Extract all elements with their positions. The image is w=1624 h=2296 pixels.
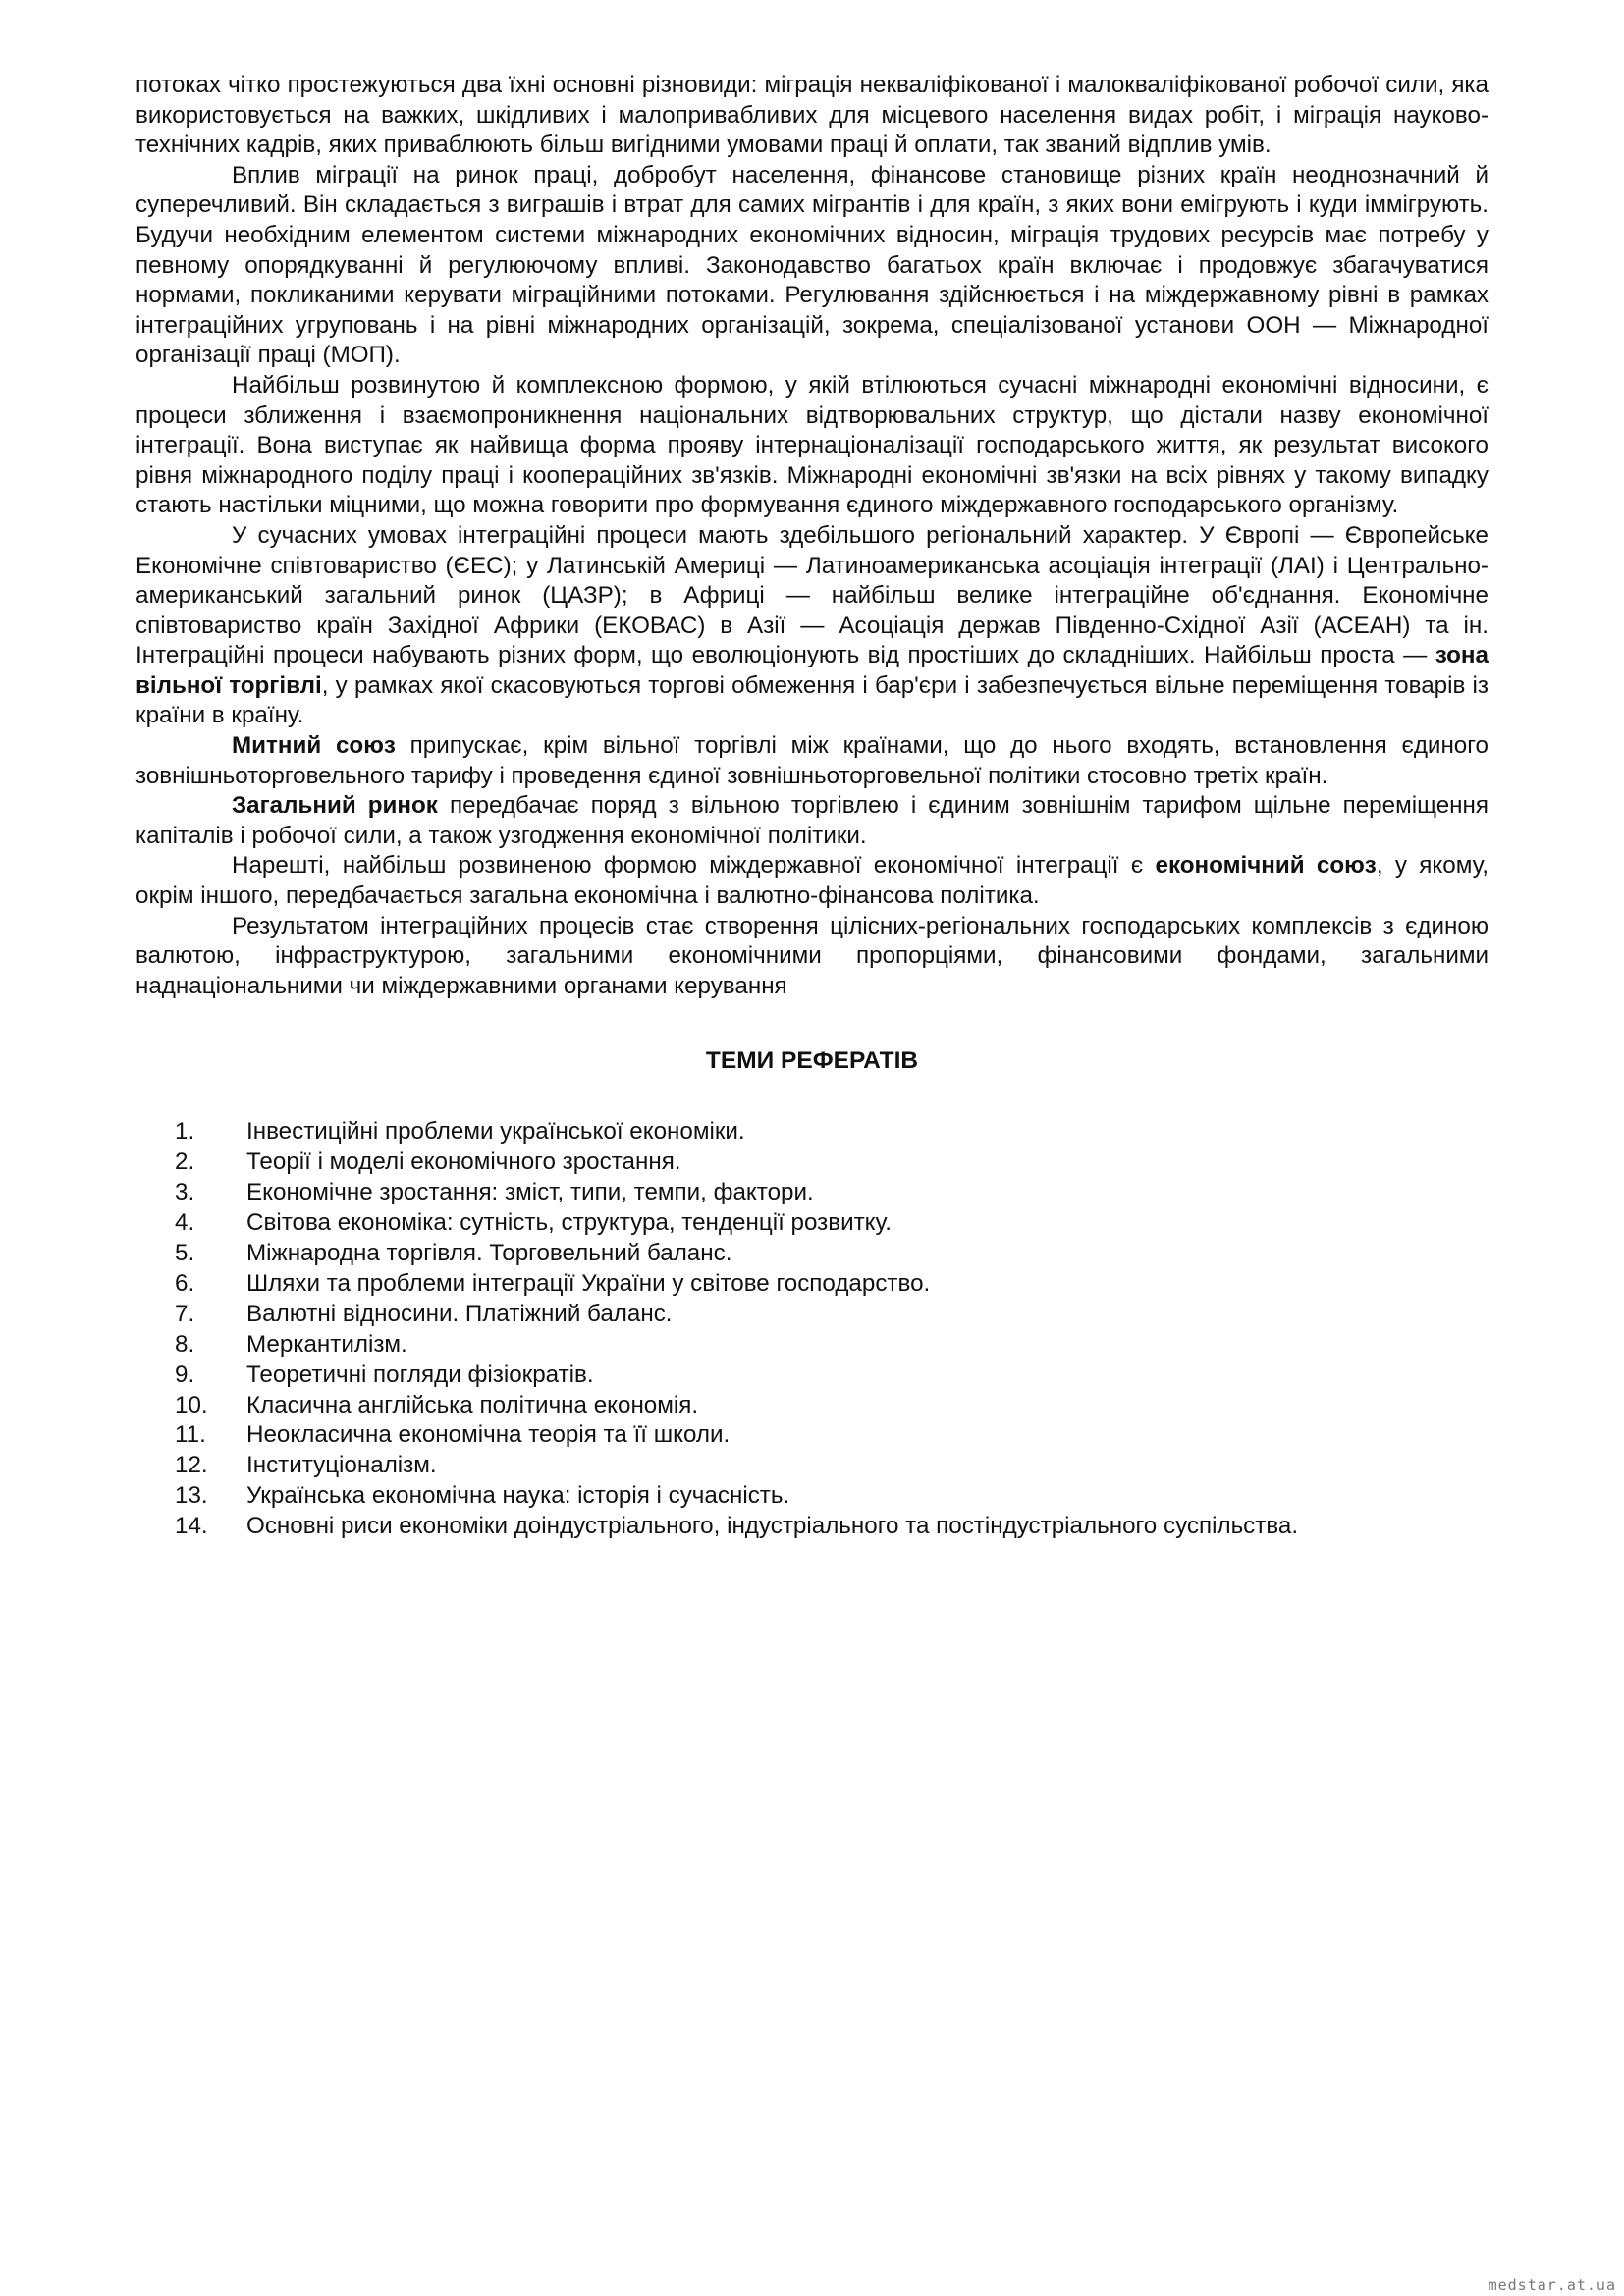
term-economic-union: економічний союз <box>1155 852 1377 880</box>
topic-text: Основні риси економіки доіндустріального, індустріального та постіндустріального суспільства. <box>246 1513 1299 1540</box>
topic-item <box>135 1300 1489 1330</box>
topic-text: Міжнародна торгівля. Торговельний баланс. <box>246 1240 732 1267</box>
topic-text: Економічне зростання: зміст, типи, темпи, фактори. <box>246 1179 814 1206</box>
paragraph-text: , у якому, окрім іншого, передбачається загальна економічна і валютно-фінансова політика. <box>135 852 1489 910</box>
term-common-market: Загальний ринок <box>232 792 438 820</box>
topic-text: Шляхи та проблеми інтеграції України у світове господарство. <box>246 1269 931 1297</box>
topic-item <box>135 1420 1489 1451</box>
topic-number: 7. <box>175 1300 195 1327</box>
topics-heading: ТЕМИ РЕФЕРАТІВ <box>705 1047 919 1075</box>
topic-text: Неокласична економічна теорія та її школи. <box>246 1421 731 1449</box>
topics-list <box>135 1117 1489 1542</box>
paragraph-regional-integration <box>135 521 1489 731</box>
topic-item <box>135 1481 1489 1512</box>
paragraph-text: У сучасних умовах інтеграційні процеси мають здебільшого регіональний характер. У Європі — Європейське Економічне співтовариство (ЄЕС); у Латинській Америці — Латиноамериканська асоціація інтеграції (ЛАІ) і Центрально-американський загальний ринок (ЦАЗР); в Африці — найбільш велике інтеграційне об'єднання. Економічне співтовариство країн Західної Африки (ЕКОВАС) в Азії — Асоціація держав Південно-Східної Азії (АСЕАН) та ін. Інтеграційні процеси набувають різних форм, що еволюціонують від простіших до складніших. Найбільш проста — <box>135 521 1489 669</box>
topic-number: 3. <box>175 1179 195 1206</box>
paragraph-integration-result: Результатом інтеграційних процесів стає створення цілісних-регіональних господарських комплексів з єдиною валютою, інфраструктурою, загальними економічними пропорціями, фінансовими фондами, загальними наднаціональними чи міждержавними органами керування <box>135 912 1489 999</box>
paragraph-text: передбачає поряд з вільною торгівлею і єдиним зовнішнім тарифом щільне переміщення капіталів і робочої сили, а також узгодження економічної політики. <box>135 792 1489 849</box>
paragraph-customs-union <box>135 731 1489 791</box>
topic-item <box>135 1391 1489 1421</box>
topic-number: 13. <box>175 1482 208 1510</box>
paragraph-text: припускає, крім вільної торгівлі між країнами, що до нього входять, встановлення єдиного зовнішньоторговельного тарифу і проведення єдиної зовнішньоторговельної політики стосовно третіх країн. <box>135 732 1489 789</box>
paragraph-migration-impact: Вплив міграції на ринок праці, добробут населення, фінансове становище різних країн неоднозначний й суперечливий. Він складається з виграшів і втрат для самих мігрантів і для країн, з яких вони емігрують і куди іммігрують. Будучи необхідним елементом системи міжнародних економічних відносин, міграція трудових ресурсів має потребу у певному опорядкуванні й регулюючому впливі. Законодавство багатьох країн включає і продовжує збагачуватися нормами, покликаними керувати міграційними потоками. Регулювання здійснюється і на міждержавному рівні в рамках інтеграційних угруповань і на рівні міжнародних організацій, зокрема, спеціалізованої установи ООН — Міжнародної організації праці (МОП). <box>135 161 1489 369</box>
topic-item <box>135 1451 1489 1481</box>
topic-item <box>135 1178 1489 1208</box>
topic-number: 11. <box>175 1421 206 1449</box>
topic-item <box>135 1361 1489 1391</box>
topic-number: 8. <box>175 1330 195 1358</box>
paragraph-text: Нарешті, найбільш розвиненою формою міждержавної економічної інтеграції є <box>232 852 1156 880</box>
paragraph-economic-union <box>135 851 1489 911</box>
topic-text: Меркантилізм. <box>246 1330 407 1358</box>
watermark: medstar.at.ua <box>1488 2276 1616 2294</box>
topic-text: Інституціоналізм. <box>246 1452 437 1479</box>
topic-item <box>135 1239 1489 1269</box>
topic-number: 9. <box>175 1361 195 1388</box>
topic-number: 10. <box>175 1391 208 1418</box>
topic-item <box>135 1208 1489 1239</box>
term-customs-union: Митний союз <box>232 732 396 760</box>
document-page <box>135 71 1489 1542</box>
topic-number: 6. <box>175 1269 195 1297</box>
topic-number: 12. <box>175 1452 208 1479</box>
topic-text: Інвестиційні проблеми української економіки. <box>246 1118 745 1146</box>
paragraph-text: , у рамках якої скасовуються торгові обмеження і бар'єри і забезпечується вільне переміщення товарів із країни в країну. <box>135 671 1489 729</box>
topic-text: Українська економічна наука: історія і сучасність. <box>246 1482 790 1510</box>
topic-number: 2. <box>175 1148 195 1176</box>
topic-text: Теоретичні погляди фізіократів. <box>246 1361 594 1388</box>
term-free-trade-zone: зона вільної торгівлі <box>135 642 1489 699</box>
paragraph-migration-types: потоках чітко простежуються два їхні основні різновиди: міграція некваліфікованої і малокваліфікованої робочої сили, яка використовується на важких, шкідливих і малопривабливих для місцевого населення видах робіт, і міграція науково-технічних кадрів, яких приваблюють більш вигідними умовами праці й оплати, так званий відплив умів. <box>135 72 1489 159</box>
topic-number: 14. <box>175 1513 208 1540</box>
topic-item <box>135 1117 1489 1148</box>
topic-text: Валютні відносини. Платіжний баланс. <box>246 1300 673 1327</box>
topic-text: Класична англійська політична економія. <box>246 1391 699 1418</box>
paragraph-common-market <box>135 791 1489 851</box>
topic-item <box>135 1269 1489 1300</box>
topic-item <box>135 1330 1489 1361</box>
topic-text: Теорії і моделі економічного зростання. <box>246 1148 681 1176</box>
topic-item <box>135 1148 1489 1178</box>
topic-text: Світова економіка: сутність, структура, тенденції розвитку. <box>246 1209 892 1237</box>
topic-number: 1. <box>175 1118 195 1146</box>
topic-number: 4. <box>175 1209 195 1237</box>
topic-item <box>135 1512 1489 1542</box>
topic-number: 5. <box>175 1240 195 1267</box>
paragraph-economic-integration: Найбільш розвинутою й комплексною формою, у якій втілюються сучасні міжнародні економічні відносини, є процеси зближення і взаємопроникнення національних відтворювальних структур, що дістали назву економічної інтеграції. Вона виступає як найвища форма прояву інтернаціоналізації господарського життя, як результат високого рівня міжнародного поділу праці і коопераційних зв'язків. Міжнародні економічні зв'язки на всіх рівнях у такому випадку стають настільки міцними, що можна говорити про формування єдиного міждержавного господарського організму. <box>135 371 1489 519</box>
